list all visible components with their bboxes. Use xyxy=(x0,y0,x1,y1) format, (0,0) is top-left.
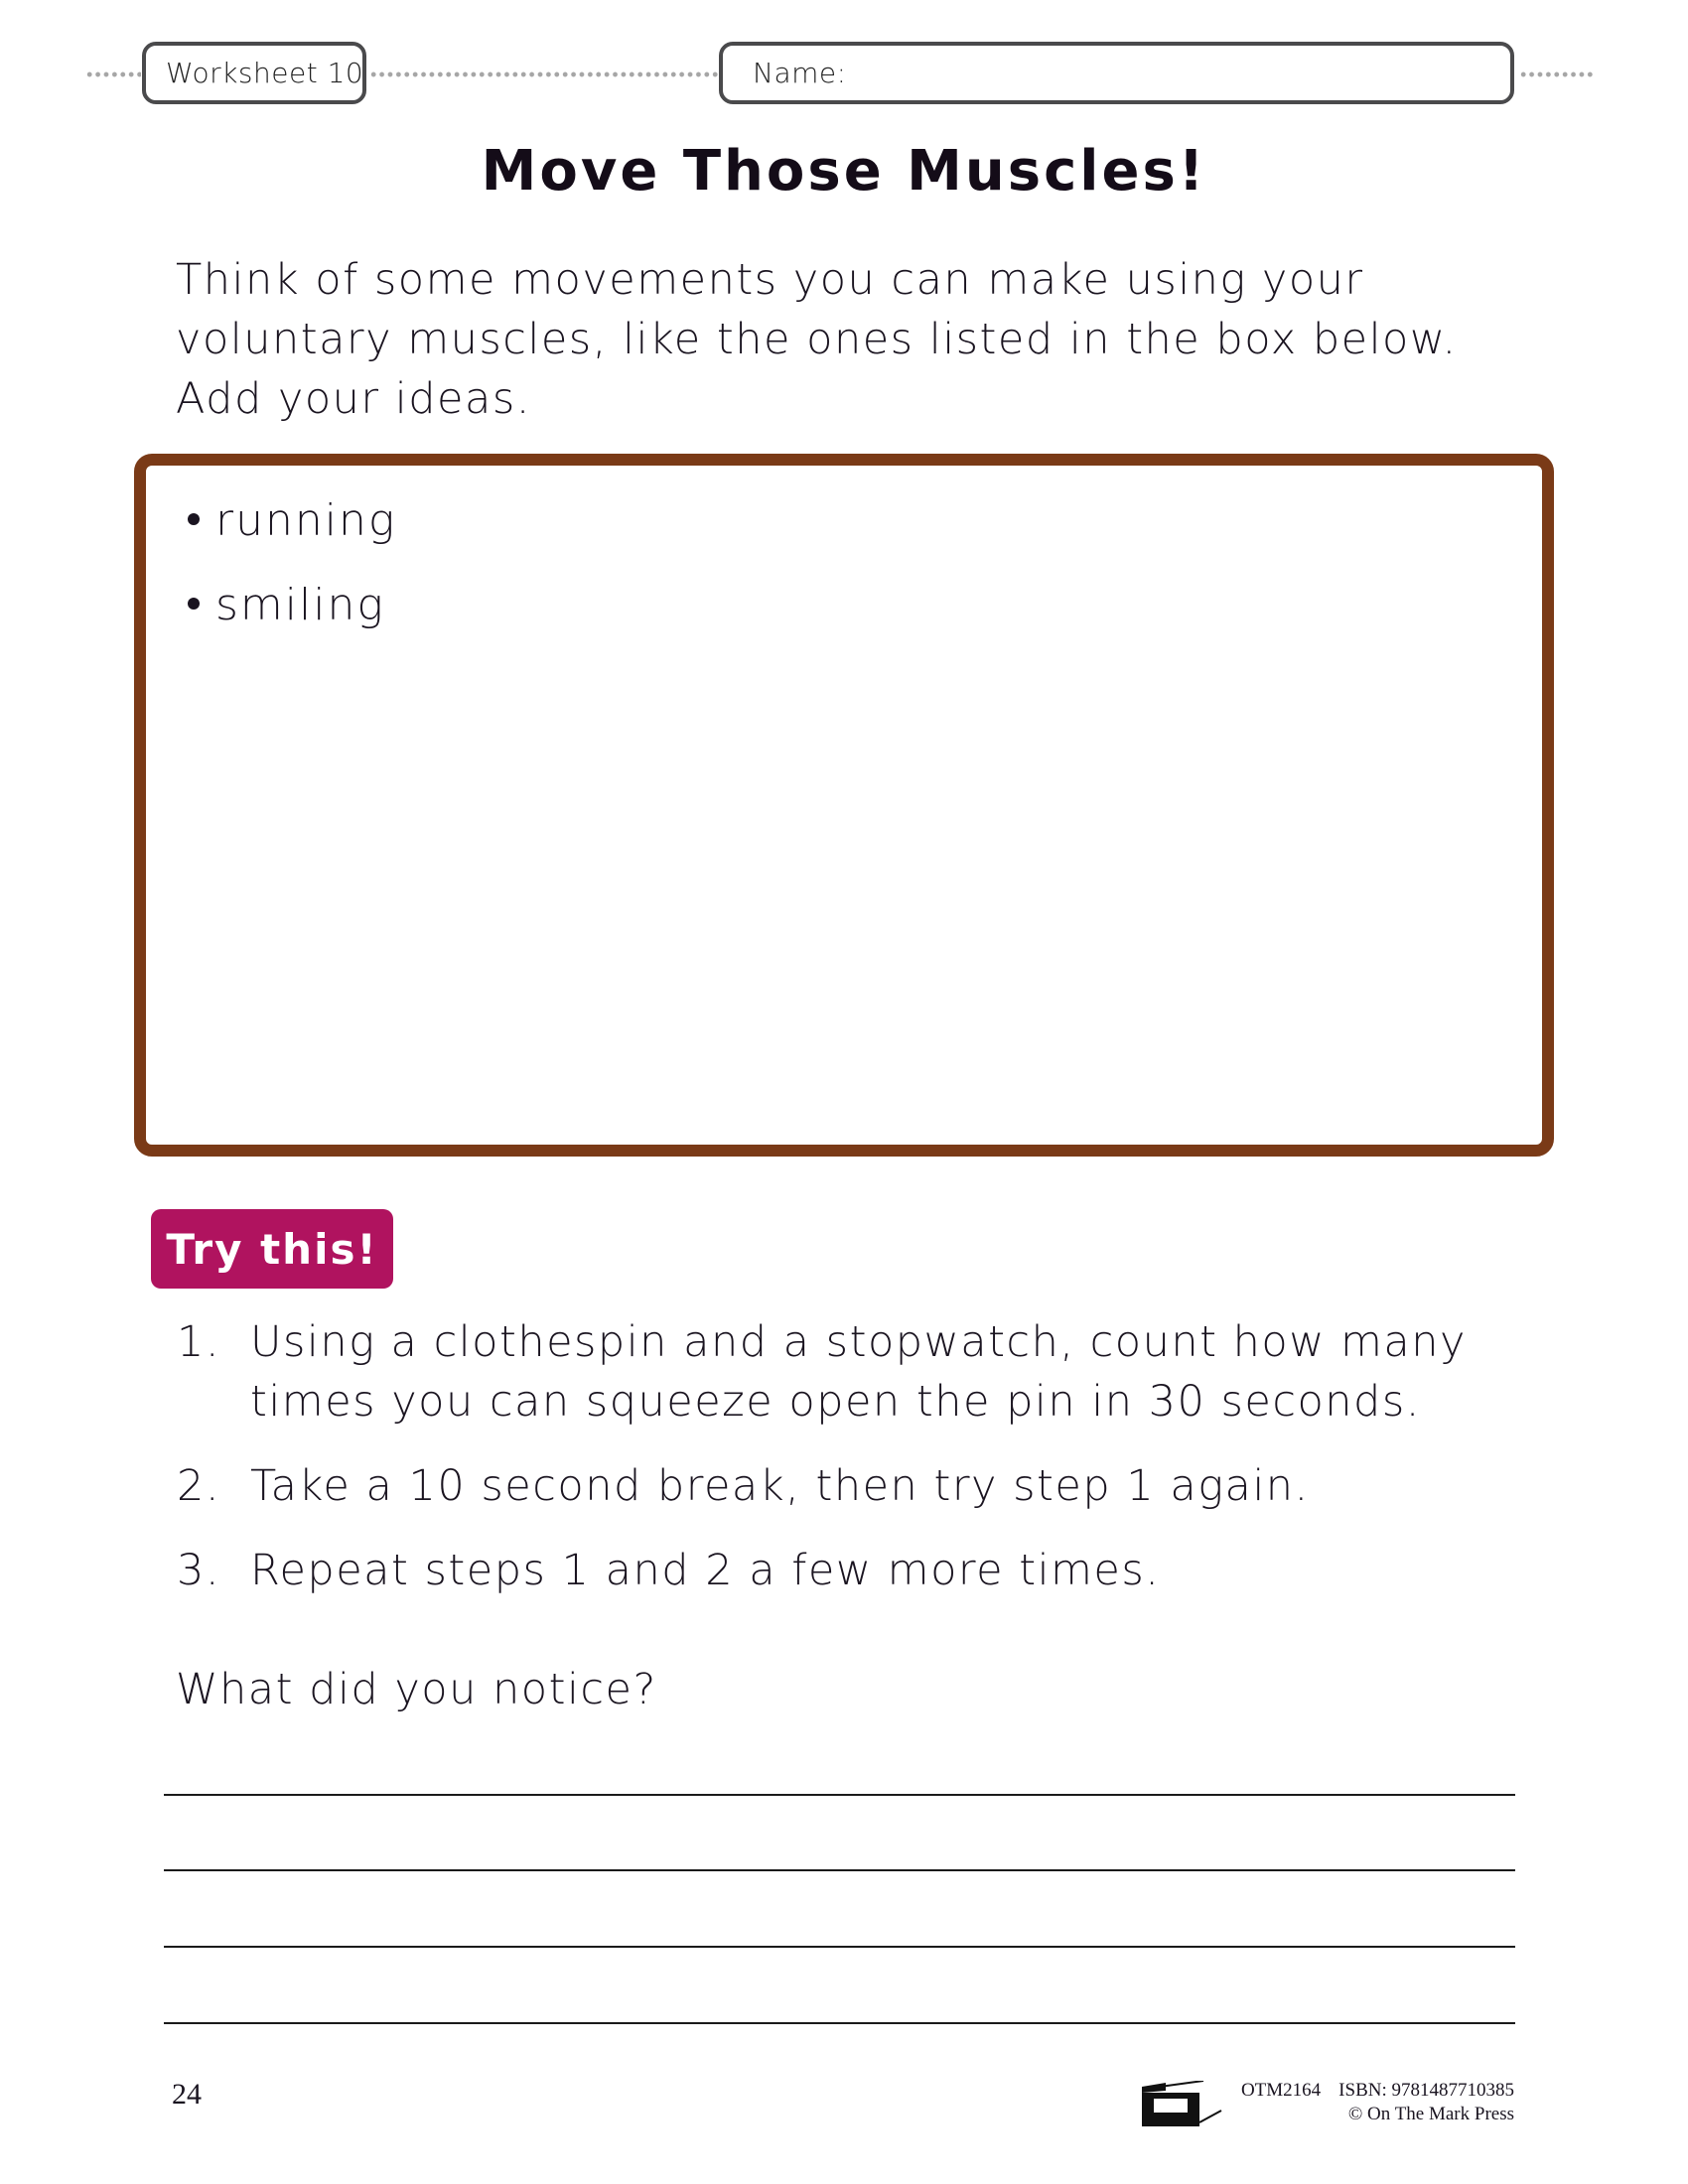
header-dotted-rule-middle xyxy=(369,71,719,77)
list-item xyxy=(188,580,385,630)
step-number: 3. xyxy=(177,1546,221,1595)
answer-line[interactable] xyxy=(164,1794,1515,1796)
page-number: 24 xyxy=(172,2078,202,2111)
intro-line: voluntary muscles, like the ones listed in the box below. xyxy=(176,315,1458,364)
answer-line[interactable] xyxy=(164,2022,1515,2024)
photocopier-icon xyxy=(1140,2081,1223,2128)
answer-line[interactable] xyxy=(164,1946,1515,1948)
step-item xyxy=(177,1456,1527,1516)
steps-list xyxy=(177,1312,1527,1625)
question-prompt: What did you notice? xyxy=(176,1665,657,1714)
step-item xyxy=(177,1312,1527,1432)
worksheet-number-box xyxy=(142,42,366,104)
intro-line: Think of some movements you can make using your xyxy=(176,255,1364,305)
list-item-text: running xyxy=(215,495,397,546)
step-text-line: Using a clothespin and a stopwatch, count how many xyxy=(250,1317,1467,1367)
worksheet-number-label: Worksheet 10 xyxy=(166,57,364,89)
step-text-line: Take a 10 second break, then try step 1 again. xyxy=(250,1461,1310,1511)
header-dotted-rule-right xyxy=(1519,71,1595,77)
step-number: 2. xyxy=(177,1461,221,1511)
product-code: OTM2164 xyxy=(1240,2080,1322,2101)
intro-paragraph xyxy=(176,250,1506,429)
answer-line[interactable] xyxy=(164,1869,1515,1871)
step-text-line: Repeat steps 1 and 2 a few more times. xyxy=(250,1546,1161,1595)
copyright: © On The Mark Press xyxy=(1347,2104,1514,2124)
bullet-icon xyxy=(188,513,200,525)
bullet-icon xyxy=(188,598,200,610)
step-number: 1. xyxy=(177,1317,221,1367)
isbn: ISBN: 9781487710385 xyxy=(1338,2080,1514,2101)
name-field-label: Name: xyxy=(753,57,847,89)
list-item xyxy=(188,495,396,546)
page-title: Move Those Muscles! xyxy=(481,139,1207,204)
try-this-badge: Try this! xyxy=(151,1209,393,1289)
name-field[interactable] xyxy=(719,42,1514,104)
intro-line: Add your ideas. xyxy=(176,374,531,424)
step-text xyxy=(250,1541,1160,1600)
footer-publisher-info xyxy=(1241,2079,1514,2126)
list-item-text: smiling xyxy=(215,580,385,630)
ideas-answer-box[interactable] xyxy=(134,454,1554,1157)
step-text xyxy=(250,1312,1467,1432)
step-text-line: times you can squeeze open the pin in 30 seconds. xyxy=(250,1377,1421,1427)
header-dotted-rule-left xyxy=(85,71,141,77)
step-item xyxy=(177,1541,1527,1600)
step-text xyxy=(250,1456,1310,1516)
